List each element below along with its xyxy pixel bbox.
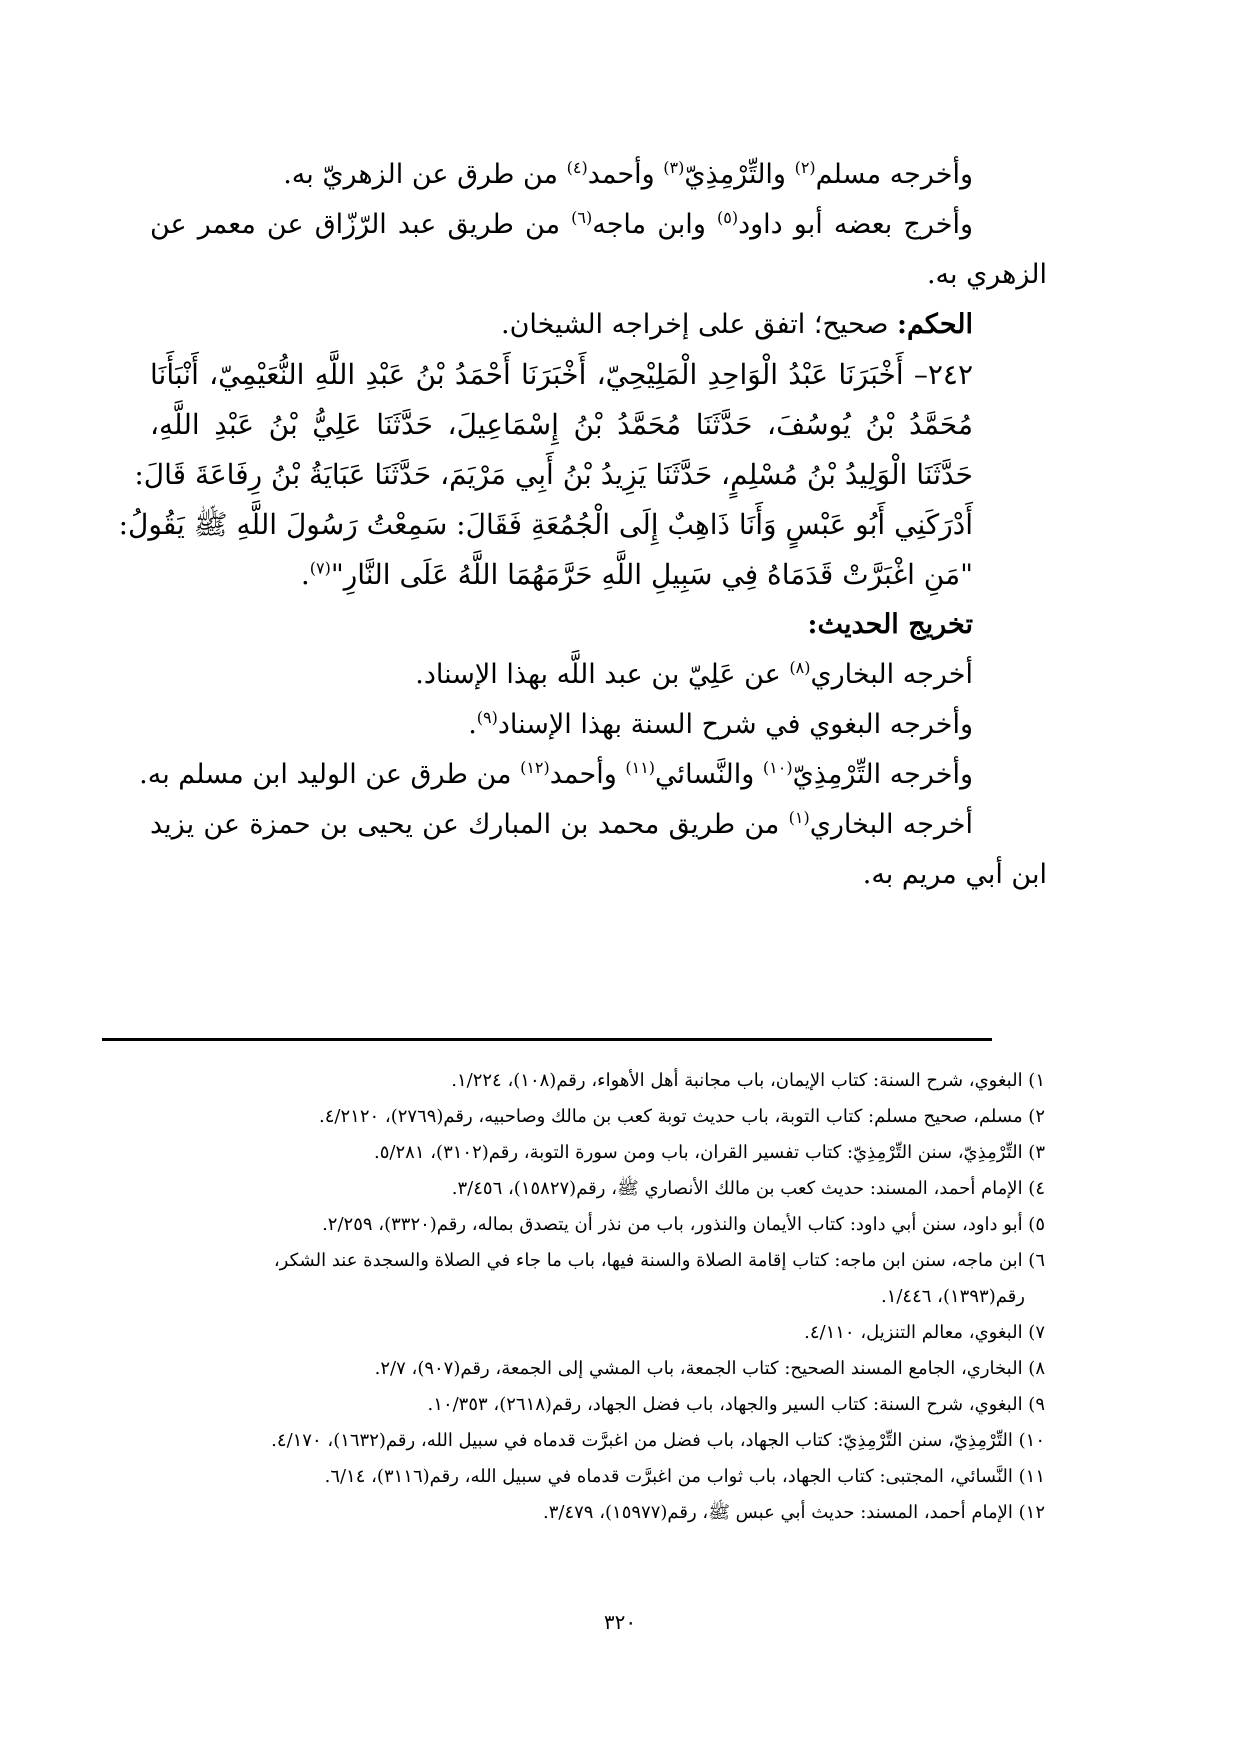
page-number: ٣٢٠ bbox=[603, 1610, 637, 1634]
footnote-ref[interactable]: (٣) bbox=[663, 158, 685, 177]
footnote: ٤) الإمام أحمد، المسند: حديث كعب بن مالك الأنصاري ﷺ، رقم(١٥٨٢٧)، ٣/٤٥٦. bbox=[451, 1178, 1045, 1199]
footnote: ٣) التِّرْمِذِيّ، سنن التِّرْمِذِيّ: كتاب تفسير القران، باب ومن سورة التوبة، رقم(٣١٠٢)، ٥/٢٨١. bbox=[374, 1142, 1045, 1163]
footnote-ref[interactable]: (٨) bbox=[789, 658, 811, 677]
footnote-ref[interactable]: (١٢) bbox=[520, 758, 550, 777]
isnad-line: ٢٤٢– أَخْبَرَنَا عَبْدُ الْوَاحِدِ الْمَلِيْحِيّ، أَخْبَرَنَا أَحْمَدُ بْنُ عَبْدِ اللَّهِ النُّعَيْمِيّ، أَنْبَأَنَا bbox=[150, 358, 973, 391]
text-line: أخرجه البخاري$^{(١)}$ من طريق محمد بن المبارك عن يحيى بن حمزة عن يزيد bbox=[150, 808, 973, 840]
footnote-ref[interactable]: (٤) bbox=[566, 158, 588, 177]
footnote: ١) البغوي، شرح السنة: كتاب الإيمان، باب مجانبة أهل الأهواء، رقم(١٠٨)، ١/٢٢٤. bbox=[451, 1070, 1045, 1091]
ruling-line: الحكم: صحيح؛ اتفق على إخراجه الشيخان. bbox=[501, 309, 973, 340]
text-line: وأخرجه مسلم$^{(٢)}$ والتِّرْمِذِيّ$^{(٣)}$ وأحمد$^{(٤)}$ من طرق عن الزهريّ به. bbox=[283, 158, 973, 190]
isnad-line: مُحَمَّدُ بْنُ يُوسُفَ، حَدَّثَنَا مُحَمَّدُ بْنُ إِسْمَاعِيلَ، حَدَّثَنَا عَلِيُّ بْنُ عَبْدِ اللَّهِ، bbox=[150, 408, 973, 441]
section-heading: تخريج الحديث: bbox=[807, 609, 973, 640]
main-text bbox=[118, 150, 1047, 900]
footnote: ١٢) الإمام أحمد، المسند: حديث أبي عبس ﷺ، رقم(١٥٩٧٧)، ٣/٤٧٩. bbox=[543, 1502, 1045, 1523]
footnote-ref[interactable]: (٦) bbox=[571, 208, 593, 227]
text-line: وأخرجه البغوي في شرح السنة بهذا الإسناد$^{(٩)}$. bbox=[468, 708, 973, 740]
footnote: ١٠) التِّرْمِذِيّ، سنن التِّرْمِذِيّ: كتاب الجهاد، باب فضل من اغبرَّت قدماه في سبيل الله، رقم(١٦٣٢)، ٤/١٧٠. bbox=[271, 1430, 1045, 1451]
footnote-ref[interactable]: (٢) bbox=[794, 158, 816, 177]
matn-line: "مَنِ اغْبَرَّتْ قَدَمَاهُ فِي سَبِيلِ اللَّهِ حَرَّمَهُمَا اللَّهُ عَلَى النَّارِ"$^{(٧)}$. bbox=[300, 558, 973, 591]
footnote-ref[interactable]: (٧) bbox=[309, 558, 331, 578]
footnote-ref[interactable]: (١١) bbox=[625, 758, 656, 777]
footnote: ٢) مسلم، صحيح مسلم: كتاب التوبة، باب حديث توبة كعب بن مالك وصاحبيه، رقم(٢٧٦٩)، ٤/٢١٢٠. bbox=[319, 1106, 1045, 1127]
text-line: وأخرج بعضه أبو داود$^{(٥)}$ وابن ماجه$^{(٦)}$ من طريق عبد الرّزّاق عن معمر عن bbox=[150, 208, 973, 240]
text-line: ابن أبي مريم به. bbox=[862, 859, 1047, 890]
footnote: ١١) النَّسائي، المجتبى: كتاب الجهاد، باب ثواب من اغبرَّت قدماه في سبيل الله، رقم(٣١١٦)، ٦/١٤. bbox=[324, 1466, 1045, 1487]
isnad-line: أَدْرَكَنِي أَبُو عَبْسٍ وَأَنَا ذَاهِبٌ إِلَى الْجُمُعَةِ فَقَالَ: سَمِعْتُ رَسُولَ اللَّهِ ﷺ يَقُولُ: bbox=[118, 508, 973, 541]
footnote: ٨) البخاري، الجامع المسند الصحيح: كتاب الجمعة، باب المشي إلى الجمعة، رقم(٩٠٧)، ٢/٧. bbox=[374, 1358, 1045, 1379]
text-line: أخرجه البخاري$^{(٨)}$ عن عَلِيّ بن عبد اللَّه بهذا الإسناد. bbox=[415, 658, 973, 690]
text-line: وأخرجه التِّرْمِذِيّ$^{(١٠)}$ والنَّسائي$^{(١١)}$ وأحمد$^{(١٢)}$ من طرق عن الوليد ابن مسلم به. bbox=[139, 758, 973, 790]
text-line: الزهري به. bbox=[926, 259, 1047, 290]
footnotes bbox=[140, 1063, 1045, 1531]
footnote-separator bbox=[102, 1038, 992, 1041]
footnote-ref[interactable]: (١٠) bbox=[762, 758, 793, 777]
footnote: ٦) ابن ماجه، سنن ابن ماجه: كتاب إقامة الصلاة والسنة فيها، باب ما جاء في الصلاة والسجدة عند الشكر، bbox=[273, 1250, 1045, 1271]
footnote-ref[interactable]: (٩) bbox=[476, 708, 498, 727]
footnote-continuation: رقم(١٣٩٣)، ١/٤٤٦. bbox=[880, 1286, 1025, 1307]
footnote: ٧) البغوي، معالم التنزيل، ٤/١١٠. bbox=[804, 1322, 1045, 1343]
footnote-ref[interactable]: (١) bbox=[788, 808, 810, 827]
footnote: ٩) البغوي، شرح السنة: كتاب السير والجهاد، باب فضل الجهاد، رقم(٢٦١٨)، ١٠/٣٥٣. bbox=[427, 1394, 1045, 1415]
isnad-line: حَدَّثَنَا الْوَلِيدُ بْنُ مُسْلِمٍ، حَدَّثَنَا يَزِيدُ بْنُ أَبِي مَرْيَمَ، حَدَّثَنَا عَبَايَةُ بْنُ رِفَاعَةَ قَالَ: bbox=[134, 458, 973, 491]
footnote-ref[interactable]: (٥) bbox=[716, 208, 739, 227]
footnote: ٥) أبو داود، سنن أبي داود: كتاب الأيمان والنذور، باب من نذر أن يتصدق بماله، رقم(٣٣٢٠)، ٢/٢٥٩. bbox=[322, 1214, 1045, 1235]
ruling-label: الحكم: bbox=[896, 309, 973, 340]
